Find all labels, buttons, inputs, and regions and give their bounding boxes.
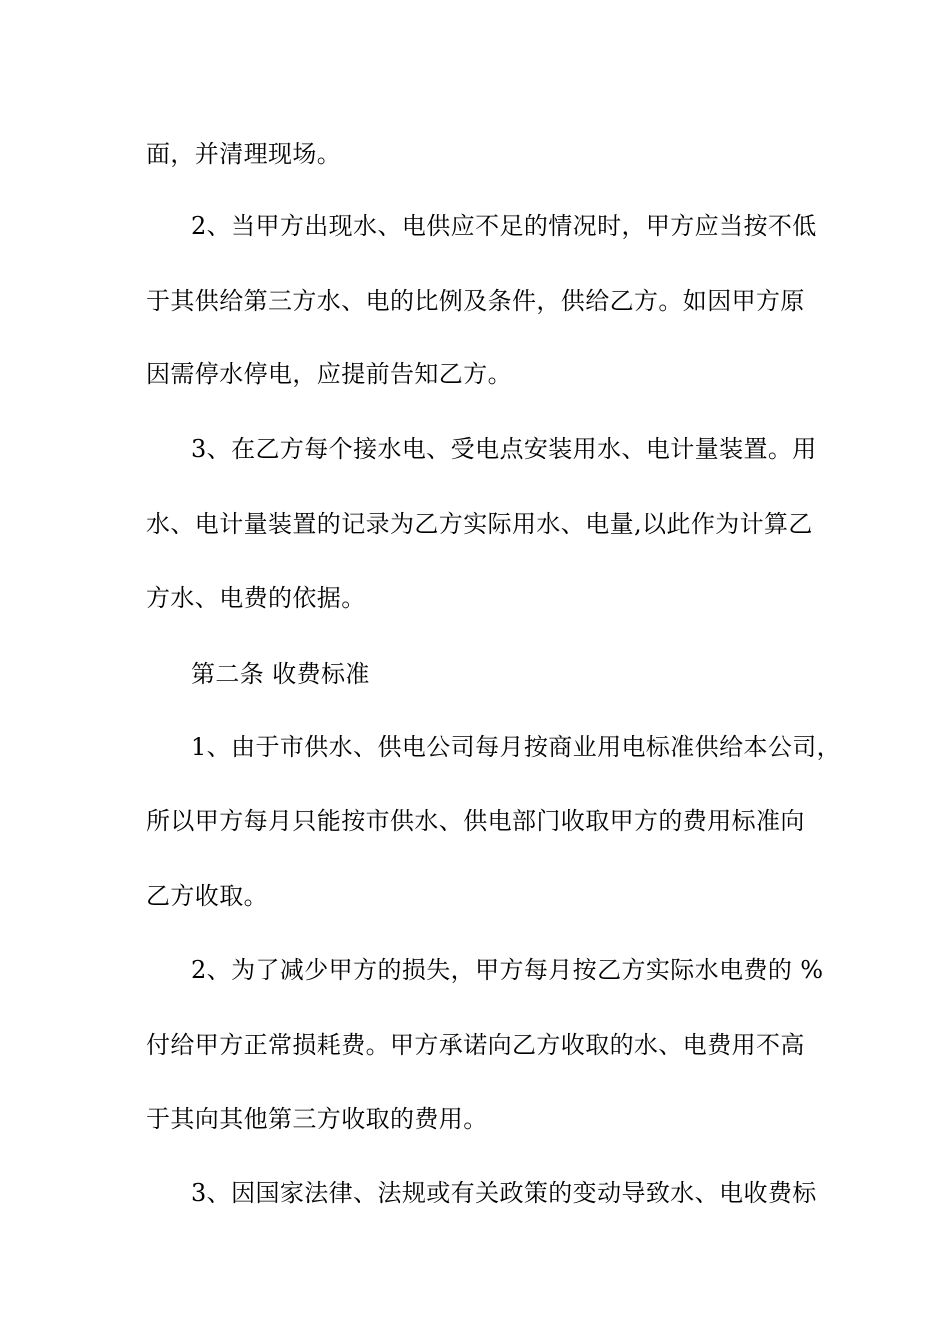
text-line-1: 面，并清理现场。	[146, 140, 342, 168]
text-line-6: 水、电计量装置的记录为乙方实际用水、电量,以此作为计算乙	[146, 510, 813, 538]
text-line-13: 付给甲方正常损耗费。甲方承诺向乙方收取的水、电费用不高	[146, 1031, 805, 1059]
section-heading: 第二条 收费标准	[191, 660, 370, 688]
text-line-2: 2、当甲方出现水、电供应不足的情况时，甲方应当按不低	[191, 212, 817, 240]
text-line-5: 3、在乙方每个接水电、受电点安装用水、电计量装置。用	[191, 435, 817, 463]
text-line-12: 2、为了减少甲方的损失，甲方每月按乙方实际水电费的 %	[191, 956, 824, 984]
text-line-14: 于其向其他第三方收取的费用。	[146, 1105, 488, 1133]
text-line-9: 1、由于市供水、供电公司每月按商业用电标准供给本公司，	[191, 733, 842, 761]
text-line-10: 所以甲方每月只能按市供水、供电部门收取甲方的费用标准向	[146, 807, 805, 835]
text-line-15: 3、因国家法律、法规或有关政策的变动导致水、电收费标	[191, 1179, 817, 1207]
text-line-7: 方水、电费的依据。	[146, 584, 366, 612]
text-line-3: 于其供给第三方水、电的比例及条件，供给乙方。如因甲方原	[146, 287, 805, 315]
text-line-11: 乙方收取。	[146, 882, 268, 910]
text-line-4: 因需停水停电，应提前告知乙方。	[146, 360, 512, 388]
